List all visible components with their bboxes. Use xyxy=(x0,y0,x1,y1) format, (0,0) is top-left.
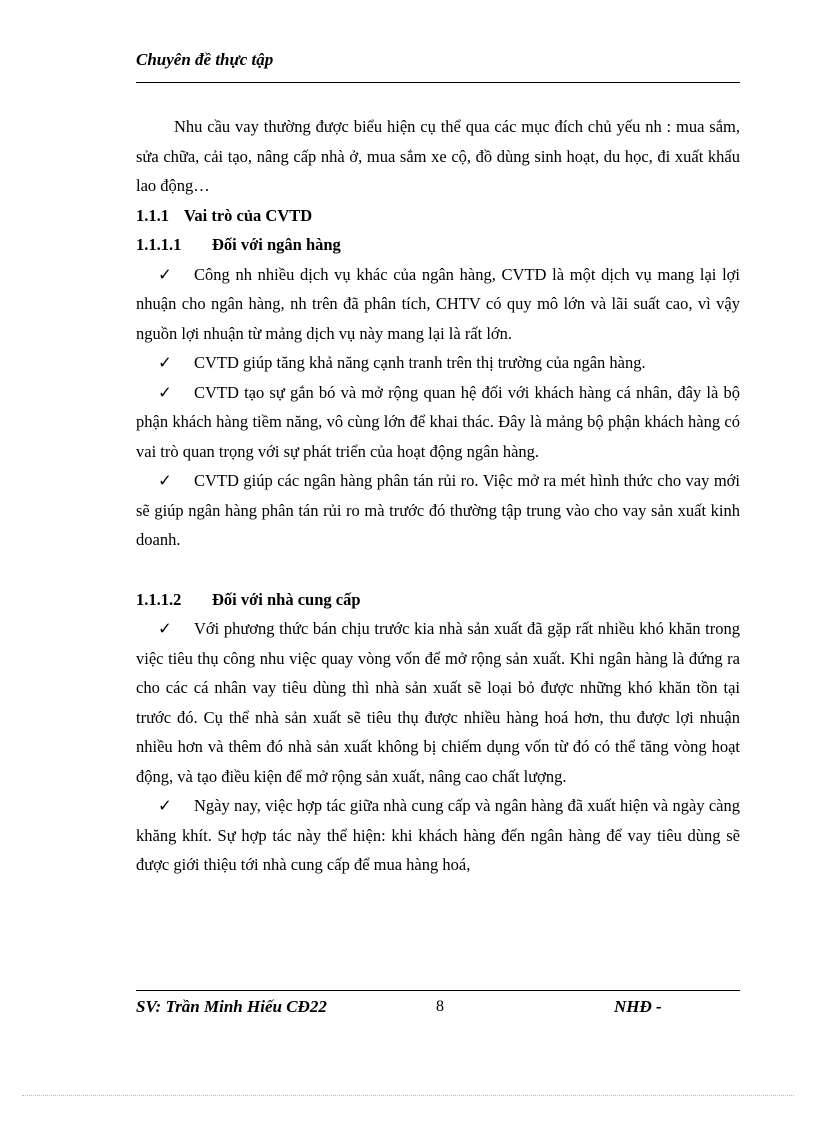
bullet-text: CVTD giúp tăng khả năng cạnh tranh trên thị trường của ngân hàng. xyxy=(194,353,646,372)
heading-text: Đối với ngân hàng xyxy=(212,235,341,254)
checkmark-icon: ✓ xyxy=(158,264,172,284)
bullet-item xyxy=(136,348,740,378)
heading-section-vai-tro xyxy=(136,201,740,231)
checkmark-icon: ✓ xyxy=(158,796,172,815)
bullet-text: Công nh nhiều dịch vụ khác của ngân hàng, CVTD là một dịch vụ mang lại lợi nhuận cho ngân hàng, nh trên đã phân tích, CHTV có quy mô lớn và lãi suất cao, vì vậy nguồn lợi nhuận từ mảng dịch vụ này mang lại là rất lớn. xyxy=(136,264,740,343)
bullet-item xyxy=(136,791,740,880)
footer-department: NHĐ - xyxy=(614,997,662,1016)
paragraph-intro: Nhu cầu vay thường được biểu hiện cụ thể qua các mục đích chủ yếu nh : mua sắm, sửa chữa, cải tạo, nâng cấp nhà ở, mua sắm xe cộ, đồ dùng sinh hoạt, du học, đi xuất khẩu lao động… xyxy=(136,117,740,195)
heading-number: 1.1.1 xyxy=(136,205,169,225)
document-body xyxy=(136,112,740,880)
heading-number: 1.1.1.2 xyxy=(136,589,182,609)
bullet-item xyxy=(136,378,740,467)
footer-student-name: SV: Trần Minh Hiếu CĐ22 xyxy=(136,997,327,1016)
spacer xyxy=(136,555,740,585)
heading-text: Vai trò của CVTD xyxy=(184,205,313,225)
bullet-text: CVTD tạo sự gắn bó và mở rộng quan hệ đối với khách hàng cá nhân, đây là bộ phận khách hàng tiềm năng, vô cùng lớn để khai thác. Đây là mảng bộ phận khách hàng có vai trò quan trọng với sự phát triển của hoạt động ngân hàng. xyxy=(136,382,740,461)
checkmark-icon: ✓ xyxy=(158,619,172,638)
bullet-text: CVTD giúp các ngân hàng phân tán rủi ro. Việc mở ra mét hình thức cho vay mới sẽ giúp ngân hàng phân tán rủi ro mà trước đó thường tập trung vào cho vay sản xuất kinh doanh. xyxy=(136,471,740,549)
header-rule xyxy=(136,82,740,83)
bullet-item xyxy=(136,614,740,791)
heading-text: Đối với nhà cung cấp xyxy=(212,589,361,609)
heading-subsection-nha-cung-cap xyxy=(136,585,740,615)
heading-number: 1.1.1.1 xyxy=(136,235,182,254)
checkmark-icon: ✓ xyxy=(158,382,172,402)
page-number: 8 xyxy=(436,998,444,1015)
bullet-text: Với phương thức bán chịu trước kia nhà sản xuất đã gặp rất nhiều khó khăn trong việc tiêu thụ công nhu việc quay vòng vốn để mở rộng sản xuất. Khi ngân hàng là đứng ra cho các cá nhân vay tiêu dùng thì nhà sản xuất sẽ loại bỏ được những khó khăn tồn tại trước đó. Cụ thể nhà sản xuất sẽ tiêu thụ được nhiều hàng hoá hơn, thu được lợi nhuận nhiều hơn và thêm đó nhà sản xuất không bị chiếm dụng vốn từ đó có thể tăng vòng hoạt động, và tạo điều kiện để mở rộng sản xuất, nâng cao chất lượng. xyxy=(136,619,740,786)
heading-subsection-ngan-hang xyxy=(136,230,740,260)
bullet-item xyxy=(136,466,740,555)
page-boundary xyxy=(22,1095,794,1096)
checkmark-icon: ✓ xyxy=(158,471,172,490)
bullet-item xyxy=(136,260,740,349)
header-title: Chuyên đề thực tập xyxy=(136,50,274,69)
bullet-text: Ngày nay, việc hợp tác giữa nhà cung cấp và ngân hàng đã xuất hiện và ngày càng khăng khít. Sự hợp tác này thể hiện: khi khách hàng đến ngân hàng để vay tiêu dùng sẽ được giới thiệu tới nhà cung cấp để mua hàng hoá, xyxy=(136,796,740,874)
checkmark-icon: ✓ xyxy=(158,353,172,372)
footer-rule xyxy=(136,990,740,991)
